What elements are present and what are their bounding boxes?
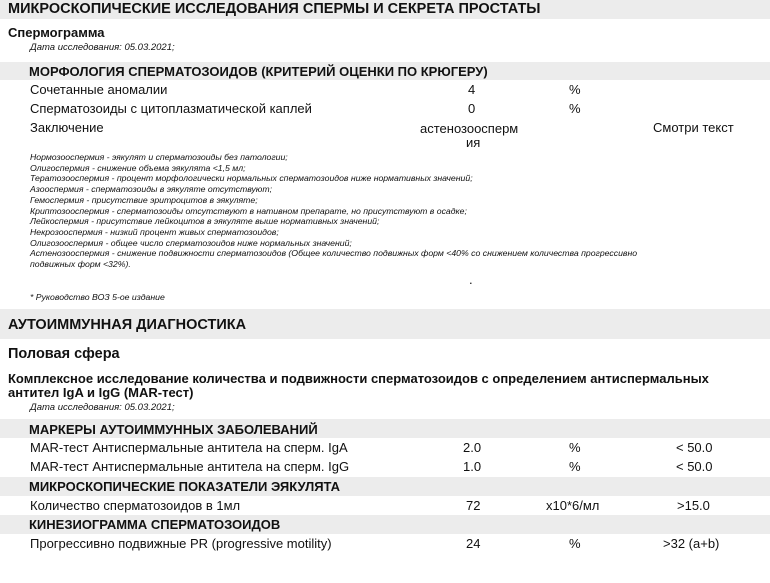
row-ref: < 50.0 [676, 440, 713, 455]
row-name: Сочетанные аномалии [30, 82, 168, 97]
note-line: Олигоспермия - снижение объема эякулята <1,5 мл; [30, 162, 246, 173]
row-name: Сперматозоиды с цитоплазматической каплей [30, 101, 312, 116]
conclusion-value-line1: астенозоосперм [420, 121, 519, 136]
complex-title-line1: Комплексное исследование количества и подвижности сперматозоидов с определением антиспермальных [8, 371, 709, 386]
row-unit: % [569, 101, 581, 116]
area-title: Половая сфера [8, 346, 120, 362]
morphology-section-title: МОРФОЛОГИЯ СПЕРМАТОЗОИДОВ (КРИТЕРИЙ ОЦЕНКИ ПО КРЮГЕРУ) [29, 64, 488, 79]
micro-section-title: МИКРОСКОПИЧЕСКИЕ ИССЛЕДОВАНИЯ СПЕРМЫ И СЕКРЕТА ПРОСТАТЫ [8, 1, 541, 17]
row-value: 4 [468, 82, 476, 97]
note-line: Астенозооспермия - снижение подвижности сперматозоидов (Общее количество подвижных форм <40% со снижением количества прогрессивно [30, 248, 638, 259]
row-unit: x10*6/мл [546, 498, 600, 513]
row-value: 72 [466, 498, 481, 513]
row-unit: % [569, 536, 581, 551]
row-name: Количество сперматозоидов в 1мл [30, 498, 241, 513]
row-name: Прогрессивно подвижные PR (progressive motility) [30, 536, 332, 551]
test-date: Дата исследования: 05.03.2021; [30, 42, 175, 53]
kinesiogram-section-title: КИНЕЗИОГРАММА СПЕРМАТОЗОИДОВ [29, 517, 281, 532]
note-line: Лейкоспермия - присутствие лейкоцитов в эякуляте выше нормативных значений; [30, 216, 380, 227]
note-line: Гемоспермия - присутствие эритроцитов в эякуляте; [30, 194, 258, 205]
row-name: MAR-тест Антиспермальные антитела на сперм. IgG [30, 459, 350, 474]
conclusion-ref: Смотри текст [653, 120, 734, 135]
note-line: Азооспермия - сперматозоиды в эякуляте отсутствуют; [30, 184, 272, 195]
row-unit: % [569, 459, 581, 474]
note-line: Нормозооспермия - эякулят и сперматозоиды без патологии; [30, 152, 288, 162]
note-line: Некрозооспермия - низкий процент живых сперматозоидов; [30, 226, 279, 237]
row-name: MAR-тест Антиспермальные антитела на сперм. IgA [30, 440, 348, 455]
ejaculate-section-title: МИКРОСКОПИЧЕСКИЕ ПОКАЗАТЕЛИ ЭЯКУЛЯТА [29, 479, 341, 494]
row-value: 1.0 [463, 459, 482, 474]
note-line: подвижных форм <32%). [30, 259, 131, 270]
footnote: * Руководство ВОЗ 5-ое издание [30, 292, 165, 302]
row-value: 24 [466, 536, 481, 551]
note-line: Олигозооспермия - общее число сперматозоидов ниже нормальных значений; [30, 237, 352, 248]
row-value: 2.0 [463, 440, 482, 455]
abbreviation-notes [30, 152, 637, 270]
conclusion-value-line2: ия [466, 135, 481, 150]
conclusion-label: Заключение [30, 120, 104, 135]
complex-date: Дата исследования: 05.03.2021; [30, 402, 175, 413]
complex-title-line2: антител IgA и IgG (MAR-тест) [8, 385, 194, 400]
note-line: Криптозооспермия - сперматозоиды отсутствуют в нативном препарате, но присутствуют в осадке; [30, 205, 467, 216]
markers-section-title: МАРКЕРЫ АУТОИММУННЫХ ЗАБОЛЕВАНИЙ [29, 422, 318, 437]
autoimmune-title: АУТОИММУННАЯ ДИАГНОСТИКА [8, 317, 247, 333]
test-name: Спермограмма [8, 25, 105, 40]
row-unit: % [569, 82, 581, 97]
row-ref: >15.0 [677, 498, 710, 513]
separator-dot: . [469, 272, 473, 287]
row-value: 0 [468, 101, 476, 116]
note-line: Тератозооспермия - процент морфологически нормальных сперматозоидов ниже нормативных значений; [30, 173, 473, 184]
row-ref: >32 (a+b) [663, 536, 720, 551]
row-unit: % [569, 440, 581, 455]
row-ref: < 50.0 [676, 459, 713, 474]
